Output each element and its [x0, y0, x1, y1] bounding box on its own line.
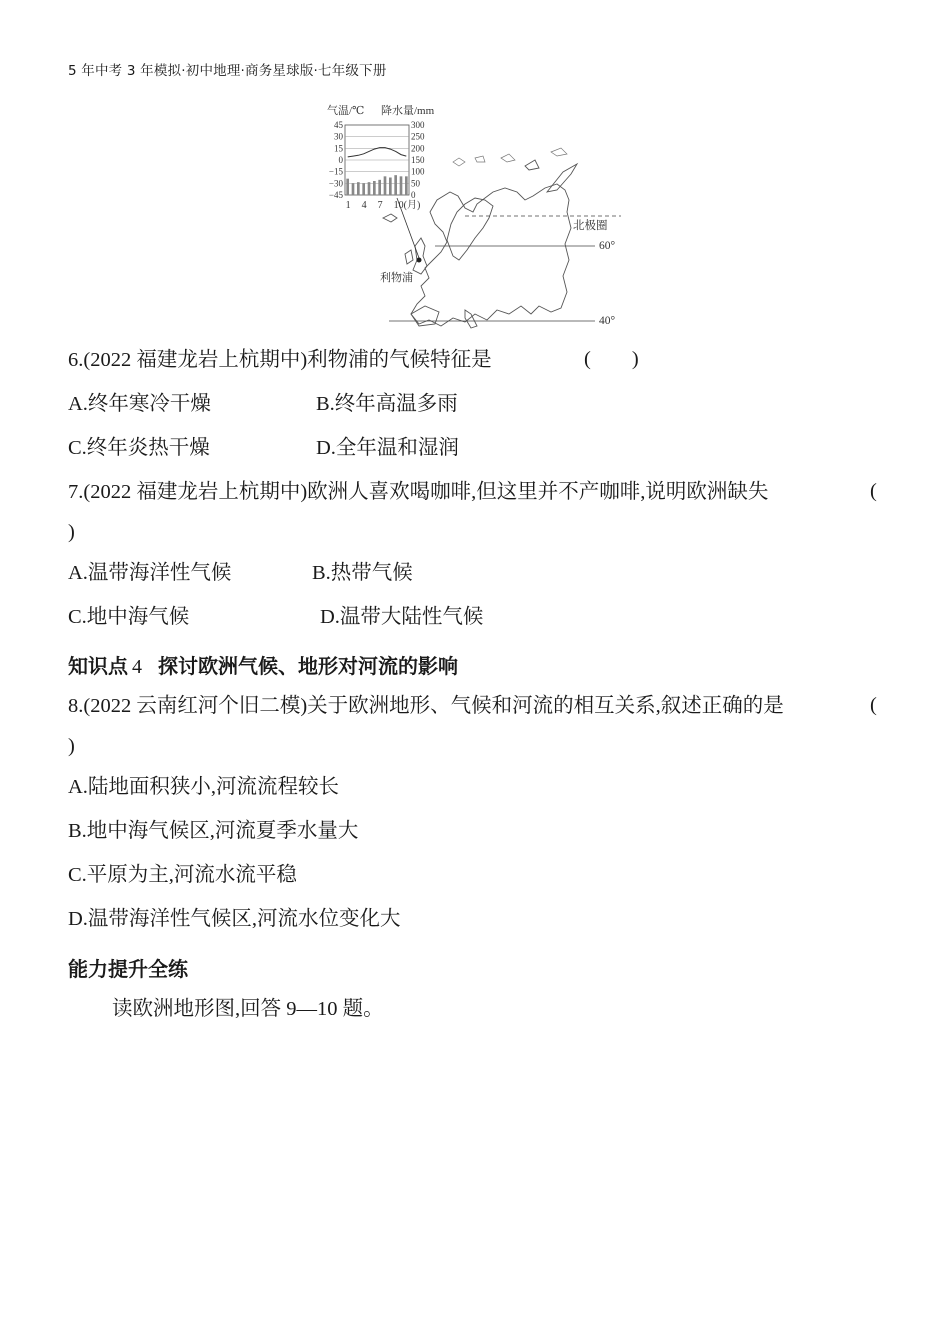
- city-label: 利物浦: [380, 272, 413, 284]
- precip-tick-labels: [411, 120, 425, 200]
- precip-bar: [373, 181, 376, 195]
- q6-option-d[interactable]: D.全年温和湿润: [316, 437, 459, 459]
- precip-tick-label: 100: [411, 166, 425, 177]
- arctic-islands: [453, 148, 567, 166]
- q8-option-b[interactable]: B.地中海气候区,河流夏季水量大: [68, 820, 359, 842]
- q6-answer-paren: ( ): [584, 348, 639, 370]
- climate-chart: [327, 103, 435, 211]
- q6-stem: 6.(2022 福建龙岩上杭期中)利物浦的气候特征是: [68, 349, 492, 371]
- q6-option-a[interactable]: A.终年寒冷干燥: [68, 393, 211, 415]
- climate-map-svg: [325, 100, 635, 332]
- svalbard: [525, 160, 539, 170]
- precip-tick-label: 200: [411, 143, 425, 154]
- precip-axis-label: 降水量/mm: [381, 105, 435, 117]
- precip-tick-label: 0: [411, 190, 416, 200]
- q8-paren-open: (: [870, 694, 877, 716]
- q7-option-b[interactable]: B.热带气候: [312, 562, 413, 584]
- temp-tick-label: 0: [338, 155, 343, 165]
- precip-tick-label: 300: [411, 120, 425, 130]
- ireland: [405, 250, 413, 264]
- chart-gridlines: [345, 137, 409, 184]
- precip-bar: [405, 176, 408, 195]
- precip-bar: [357, 182, 360, 195]
- temp-tick-label: 45: [334, 120, 343, 130]
- temp-line: [348, 148, 407, 157]
- month-tick-label: 10(月): [393, 200, 421, 211]
- section-4-heading: [68, 650, 458, 679]
- q8-stem: 8.(2022 云南红河个旧二模)关于欧洲地形、气候和河流的相互关系,叙述正确的是: [68, 695, 784, 717]
- temp-tick-label: 30: [334, 131, 343, 142]
- precip-bar: [389, 178, 392, 196]
- section-4-label: 知识点: [68, 654, 128, 678]
- q7-option-a[interactable]: A.温带海洋性气候: [68, 562, 232, 584]
- temp-tick-label: −30: [328, 178, 343, 189]
- precip-tick-label: 250: [411, 131, 425, 142]
- lat-40-label: 40°: [599, 315, 616, 327]
- temp-axis-label: 气温/℃: [327, 105, 365, 117]
- ability-section-heading: 能力提升全练: [68, 957, 188, 981]
- iceland: [383, 214, 397, 222]
- map-coastline: [411, 184, 571, 326]
- precip-bar: [400, 176, 403, 195]
- month-tick-label: 1: [345, 200, 351, 211]
- page-header: 5 年中考 3 年模拟·初中地理·商务星球版·七年级下册: [68, 63, 387, 79]
- month-tick-label: 4: [361, 200, 367, 211]
- temp-tick-labels: [329, 120, 344, 200]
- temp-tick-label: 15: [334, 143, 343, 154]
- precip-tick-label: 50: [411, 178, 420, 189]
- section-4-number: 4: [132, 656, 142, 678]
- lat-60-label: 60°: [599, 240, 616, 252]
- scandinavia: [447, 198, 493, 260]
- italy: [465, 310, 477, 328]
- precip-bar: [378, 180, 381, 195]
- temp-tick-label: −45: [328, 190, 343, 200]
- temp-tick-label: −15: [328, 166, 343, 177]
- intro-text: 读欧洲地形图,回答 9—10 题。: [112, 998, 384, 1020]
- precip-bar: [352, 183, 355, 195]
- q7-option-c[interactable]: C.地中海气候: [68, 606, 190, 628]
- great-britain: [413, 238, 427, 274]
- precip-bar: [368, 182, 371, 195]
- arctic-circle-label: 北极圈: [573, 220, 608, 232]
- section-4-title: 探讨欧洲气候、地形对河流的影响: [158, 654, 458, 678]
- europe-climate-figure: [325, 100, 635, 332]
- q8-option-c[interactable]: C.平原为主,河流水流平稳: [68, 864, 297, 886]
- q8-paren-close: ): [68, 735, 75, 757]
- q6-option-c[interactable]: C.终年炎热干燥: [68, 437, 210, 459]
- precip-bar: [362, 183, 365, 195]
- q7-paren-open: (: [870, 480, 877, 502]
- precip-bar: [346, 179, 349, 195]
- q7-stem: 7.(2022 福建龙岩上杭期中)欧洲人喜欢喝咖啡,但这里并不产咖啡,说明欧洲缺失: [68, 481, 769, 503]
- q7-option-d[interactable]: D.温带大陆性气候: [320, 606, 484, 628]
- q7-paren-close: ): [68, 521, 75, 543]
- precip-tick-label: 150: [411, 155, 425, 165]
- precip-bar: [394, 175, 397, 195]
- q8-option-d[interactable]: D.温带海洋性气候区,河流水位变化大: [68, 908, 401, 930]
- q6-option-b[interactable]: B.终年高温多雨: [316, 393, 458, 415]
- precip-bar: [384, 176, 387, 195]
- month-tick-label: 7: [377, 200, 383, 211]
- precip-bars: [346, 175, 407, 195]
- month-tick-labels: [346, 199, 421, 211]
- liverpool-dot: [417, 258, 422, 263]
- q8-option-a[interactable]: A.陆地面积狭小,河流流程较长: [68, 776, 340, 798]
